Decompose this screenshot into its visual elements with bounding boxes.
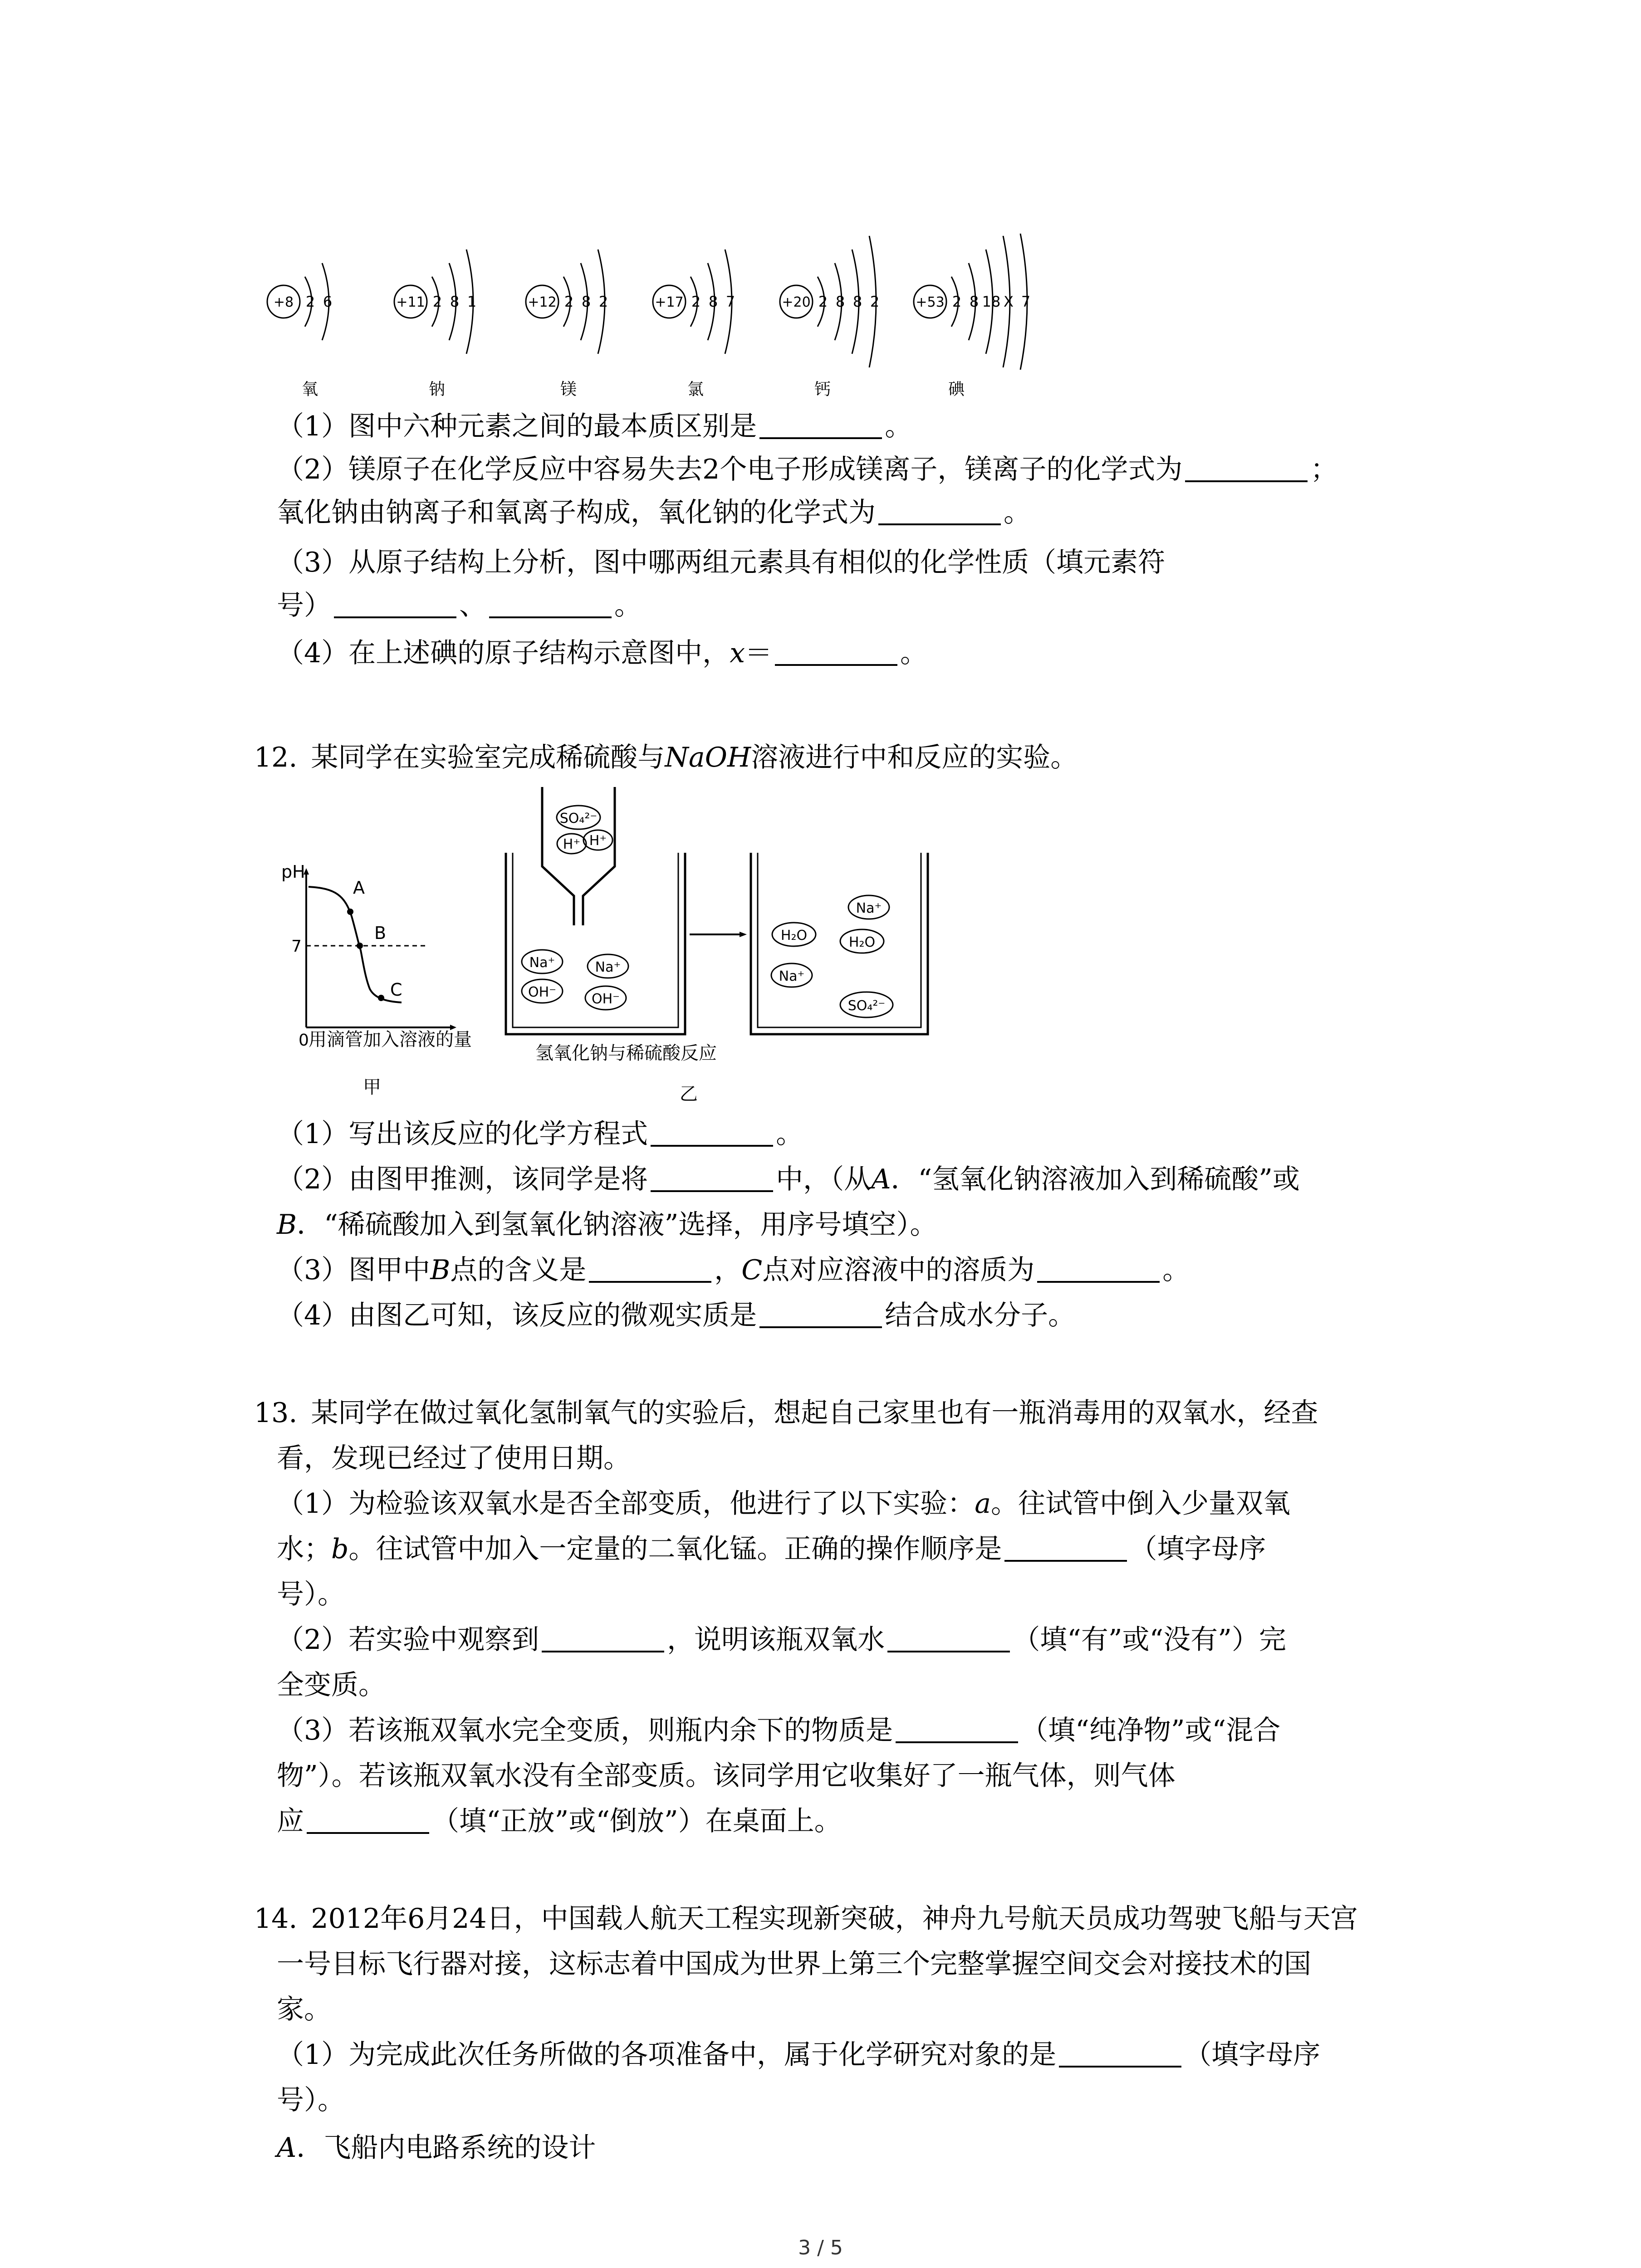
answer-blank[interactable]	[1037, 1254, 1160, 1283]
origin-label: 0	[299, 1031, 309, 1050]
q13-part1c: 号）。	[277, 1579, 345, 1610]
q13-stem-line2: 看，发现已经过了使用日期。	[277, 1442, 631, 1474]
nucleus-charge: +53	[916, 294, 945, 310]
shell-electron-count: 2	[952, 293, 962, 310]
q13-part1a: （1）为检验该双氧水是否全部变质，他进行了以下实验：a。往试管中倒入少量双氧	[277, 1488, 1290, 1520]
nucleus-charge: +11	[396, 294, 425, 310]
question-number: 14.	[254, 1903, 298, 1935]
ion-label: H⁺	[589, 833, 607, 849]
ion-label: SO₄²⁻	[847, 998, 886, 1014]
q13-part3a: （3）若该瓶双氧水完全变质，则瓶内余下的物质是 （填“纯净物”或“混合	[277, 1715, 1281, 1746]
ion-label: H⁺	[563, 836, 581, 852]
axis-label-x: 用滴管加入溶液的量	[309, 1029, 472, 1050]
answer-blank[interactable]	[542, 1623, 664, 1652]
atom-diagram	[394, 249, 476, 399]
shell-electron-count: 7	[1021, 293, 1031, 310]
element-name: 钙	[814, 380, 831, 399]
answer-blank[interactable]	[775, 637, 897, 666]
shell-electron-count: 2	[598, 293, 608, 310]
atomic-structure-diagrams	[254, 213, 1116, 413]
q11-part1: （1）图中六种元素之间的最本质区别是 。	[277, 411, 912, 442]
tick-label-7: 7	[291, 937, 302, 956]
answer-blank[interactable]	[1004, 1533, 1127, 1562]
ion-label: OH⁻	[591, 991, 620, 1007]
q13-stem-line1: 13. 某同学在做过氧化氢制氧气的实验后，想起自己家里也有一瓶消毒用的双氧水，经查	[254, 1393, 1318, 1433]
q13-part2a: （2）若实验中观察到 ，说明该瓶双氧水 （填“有”或“没有”）完	[277, 1624, 1286, 1656]
shell-electron-count: 18	[982, 293, 1001, 310]
answer-blank[interactable]	[334, 589, 456, 618]
point-label-a: A	[353, 878, 365, 898]
ion-label: Na⁺	[856, 900, 882, 916]
shell-electron-count: 8	[852, 293, 862, 310]
axis-label-ph: pH	[281, 862, 305, 882]
answer-blank[interactable]	[1059, 2038, 1181, 2068]
beaker-caption: 乙	[680, 1084, 698, 1105]
q12-part2a: （2）由图甲推测，该同学是将 中，（从A．“氢氧化钠溶液加入到稀硫酸”或	[277, 1163, 1300, 1195]
shell-electron-count: 2	[305, 293, 315, 310]
ion-label: Na⁺	[779, 968, 805, 984]
element-name: 氯	[687, 380, 704, 399]
q12-part4: （4）由图乙可知，该反应的微观实质是 结合成水分子。	[277, 1300, 1076, 1331]
shell-electron-count: 7	[725, 293, 735, 310]
element-name: 钠	[429, 380, 446, 399]
answer-blank[interactable]	[878, 496, 1001, 525]
q12-part3: （3）图甲中B点的含义是 ，C点对应溶液中的溶质为 。	[277, 1254, 1190, 1286]
q12-stem: 12. 某同学在实验室完成稀硫酸与NaOH溶液进行中和反应的实验。	[254, 737, 1078, 778]
point-label-b: B	[374, 923, 387, 943]
atom-diagram	[526, 249, 608, 399]
q12-part2b: B．“稀硫酸加入到氢氧化钠溶液”选择，用序号填空）。	[277, 1209, 937, 1241]
answer-blank[interactable]	[651, 1163, 773, 1192]
answer-blank[interactable]	[759, 410, 882, 439]
q14-stem-line2: 一号目标飞行器对接，这标志着中国成为世界上第三个完整掌握空间交会对接技术的国	[277, 1948, 1311, 1980]
shell-electron-count: 8	[708, 293, 718, 310]
shell-electron-count: 8	[581, 293, 591, 310]
answer-blank[interactable]	[1185, 453, 1308, 482]
shell-electron-count: 2	[564, 293, 574, 310]
graph-caption: 甲	[363, 1077, 381, 1098]
shell-electron-count: X	[1004, 293, 1014, 310]
ion-label: Na⁺	[529, 955, 555, 971]
q13-part2b: 全变质。	[277, 1669, 386, 1701]
answer-blank[interactable]	[489, 589, 612, 618]
shell-electron-count: 2	[818, 293, 828, 310]
molecule-label: H₂O	[848, 934, 876, 950]
q11-part4: （4）在上述碘的原子结构示意图中，x＝ 。	[277, 637, 928, 669]
q12-part1: （1）写出该反应的化学方程式 。	[277, 1118, 803, 1150]
q13-part3c: 应 （填“正放”或“倒放”）在桌面上。	[277, 1805, 842, 1837]
shell-electron-count: 2	[432, 293, 442, 310]
q11-part2b: 氧化钠由钠离子和氧离子构成，氧化钠的化学式为 。	[277, 497, 1031, 528]
question-number: 12.	[254, 742, 298, 773]
question-number: 13.	[254, 1397, 298, 1429]
nucleus-charge: +12	[528, 294, 557, 310]
shell-electron-count: 8	[969, 293, 979, 310]
answer-blank[interactable]	[651, 1118, 773, 1147]
element-name: 碘	[948, 380, 965, 399]
element-name: 镁	[560, 380, 577, 399]
q14-part1b: 号）。	[277, 2084, 345, 2116]
molecule-label: H₂O	[780, 928, 808, 943]
answer-blank[interactable]	[759, 1299, 882, 1328]
shell-electron-count: 2	[870, 293, 880, 310]
element-name: 氧	[302, 380, 318, 399]
q11-part3a: （3）从原子结构上分析，图中哪两组元素具有相似的化学性质（填元素符	[277, 547, 1166, 578]
atom-diagram	[653, 249, 735, 399]
answer-blank[interactable]	[589, 1254, 711, 1283]
beaker-label: 氢氧化钠与稀硫酸反应	[535, 1043, 717, 1064]
q14-stem-line3: 家。	[277, 1994, 331, 2025]
shell-electron-count: 2	[691, 293, 701, 310]
q14-part1a: （1）为完成此次任务所做的各项准备中，属于化学研究对象的是 （填字母序	[277, 2039, 1321, 2071]
nucleus-charge: +20	[782, 294, 811, 310]
nucleus-charge: +8	[273, 294, 294, 310]
shell-electron-count: 6	[323, 293, 333, 310]
q13-part3b: 物”）。若该瓶双氧水没有全部变质。该同学用它收集好了一瓶气体，则气体	[277, 1760, 1176, 1792]
shell-electron-count: 1	[467, 293, 477, 310]
answer-blank[interactable]	[896, 1714, 1018, 1743]
shell-electron-count: 8	[450, 293, 460, 310]
ph-titration-graph	[272, 853, 508, 1107]
q11-part2a: （2）镁原子在化学反应中容易失去2个电子形成镁离子，镁离子的化学式为 ；	[277, 454, 1338, 485]
q13-part1b: 水；b。往试管中加入一定量的二氧化锰。正确的操作顺序是 （填字母序	[277, 1533, 1266, 1565]
q14-stem-line1: 14. 2012年6月24日，中国载人航天工程实现新突破，神舟九号航天员成功驾驶飞船与天宫	[254, 1898, 1358, 1939]
q11-part3b: 号） 、 。	[277, 590, 642, 621]
q14-option-a: A．飞船内电路系统的设计	[277, 2132, 596, 2164]
page-number: 3 / 5	[798, 2236, 843, 2259]
atom-diagram	[914, 234, 1030, 399]
answer-blank[interactable]	[887, 1623, 1010, 1652]
ion-label: SO₄²⁻	[559, 811, 598, 826]
ion-label: Na⁺	[595, 959, 621, 975]
ion-label: OH⁻	[528, 984, 557, 1000]
nucleus-charge: +17	[655, 294, 684, 310]
point-label-c: C	[390, 980, 402, 1000]
shell-electron-count: 8	[835, 293, 845, 310]
atom-diagram	[267, 263, 332, 399]
answer-blank[interactable]	[307, 1805, 429, 1834]
atom-diagram	[780, 236, 879, 399]
neutralization-beaker-diagram	[499, 780, 953, 1116]
